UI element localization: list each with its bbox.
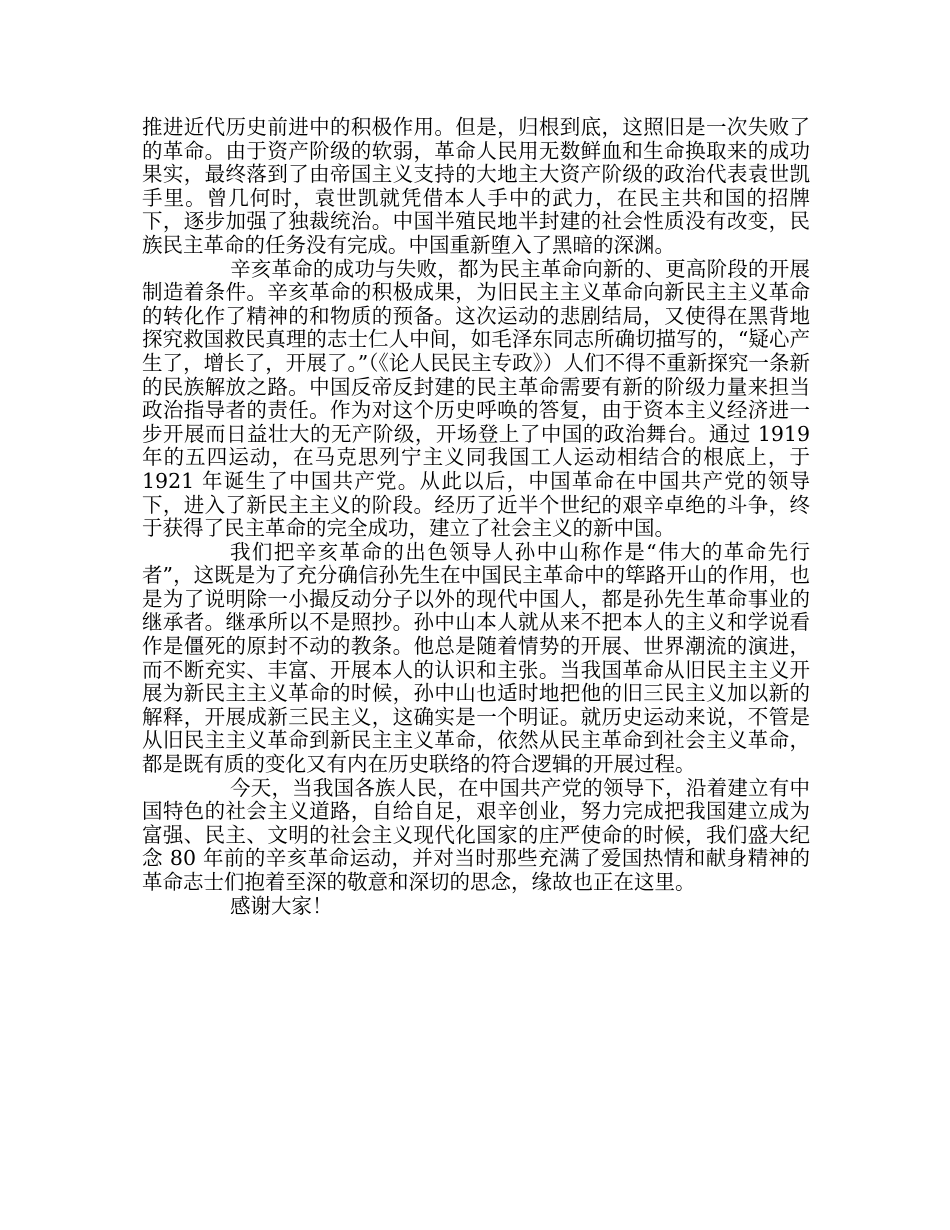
paragraph-3: 我们把辛亥革命的出色领导人孙中山称作是“伟大的革命先行者”，这既是为了充分确信孙先生在中国民主革命中的筚路开山的作用，也是为了说明除一小撮反动分子以外的现代中国人，都是孙先生革命事业的继承者。继承所以不是照抄。孙中山本人就从来不把本人的主义和学说看作是僵死的原封不动的教条。他总是随着情势的开展、世界潮流的演进，而不断充实、丰富、开展本人的认识和主张。当我国革命从旧民主主义开展为新民主主义革命的时候，孙中山也适时地把他的旧三民主义加以新的解释，开展成新三民主义，这确实是一个明证。就历史运动来说，不管是从旧民主主义革命到新民主主义革命，依然从民主革命到社会主义革命，都是既有质的变化又有内在历史联络的符合逻辑的开展过程。 [142,539,810,777]
closing-remark: 感谢大家！ [230,893,333,918]
paragraph-2: 辛亥革命的成功与失败，都为民主革命向新的、更高阶段的开展制造着条件。辛亥革命的积极成果，为旧民主主义革命向新民主主义革命的转化作了精神的和物质的预备。这次运动的悲剧结局，又使得在黑背地探究救国救民真理的志士仁人中间，如毛泽东同志所确切描写的，“疑心产生了，增长了，开展了。”（《论人民民主专政》）人们不得不重新探究一条新的民族解放之路。中国反帝反封建的民主革命需要有新的阶级力量来担当政治指导者的责任。作为对这个历史呼唤的答复，由于资本主义经济进一步开展而日益壮大的无产阶级，开场登上了中国的政治舞台。通过 1919 年的五四运动，在马克思列宁主义同我国工人运动相结合的根底上，于 1921 年诞生了中国共产党。从此以后，中国革命在中国共产党的领导下，进入了新民主主义的阶段。经历了近半个世纪的艰辛卓绝的斗争，终于获得了民主革命的完全成功，建立了社会主义的新中国。 [142,256,810,541]
paragraph-4: 今天，当我国各族人民，在中国共产党的领导下，沿着建立有中国特色的社会主义道路，自给自足，艰辛创业，努力完成把我国建立成为富强、民主、文明的社会主义现代化国家的庄严使命的时候，我们盛大纪念 80 年前的辛亥革命运动，并对当时那些充满了爱国热情和献身精神的革命志士们抱着至深的敬意和深切的思念，缘故也正在这里。 [142,775,810,894]
document-page [142,116,810,918]
paragraph-1: 推进近代历史前进中的积极作用。但是，归根到底，这照旧是一次失败了的革命。由于资产阶级的软弱，革命人民用无数鲜血和生命换取来的成功果实，最终落到了由帝国主义支持的大地主大资产阶级的政治代表袁世凯手里。曾几何时，袁世凯就凭借本人手中的武力，在民主共和国的招牌下，逐步加强了独裁统治。中国半殖民地半封建的社会性质没有改变，民族民主革命的任务没有完成。中国重新堕入了黑暗的深渊。 [142,115,810,257]
